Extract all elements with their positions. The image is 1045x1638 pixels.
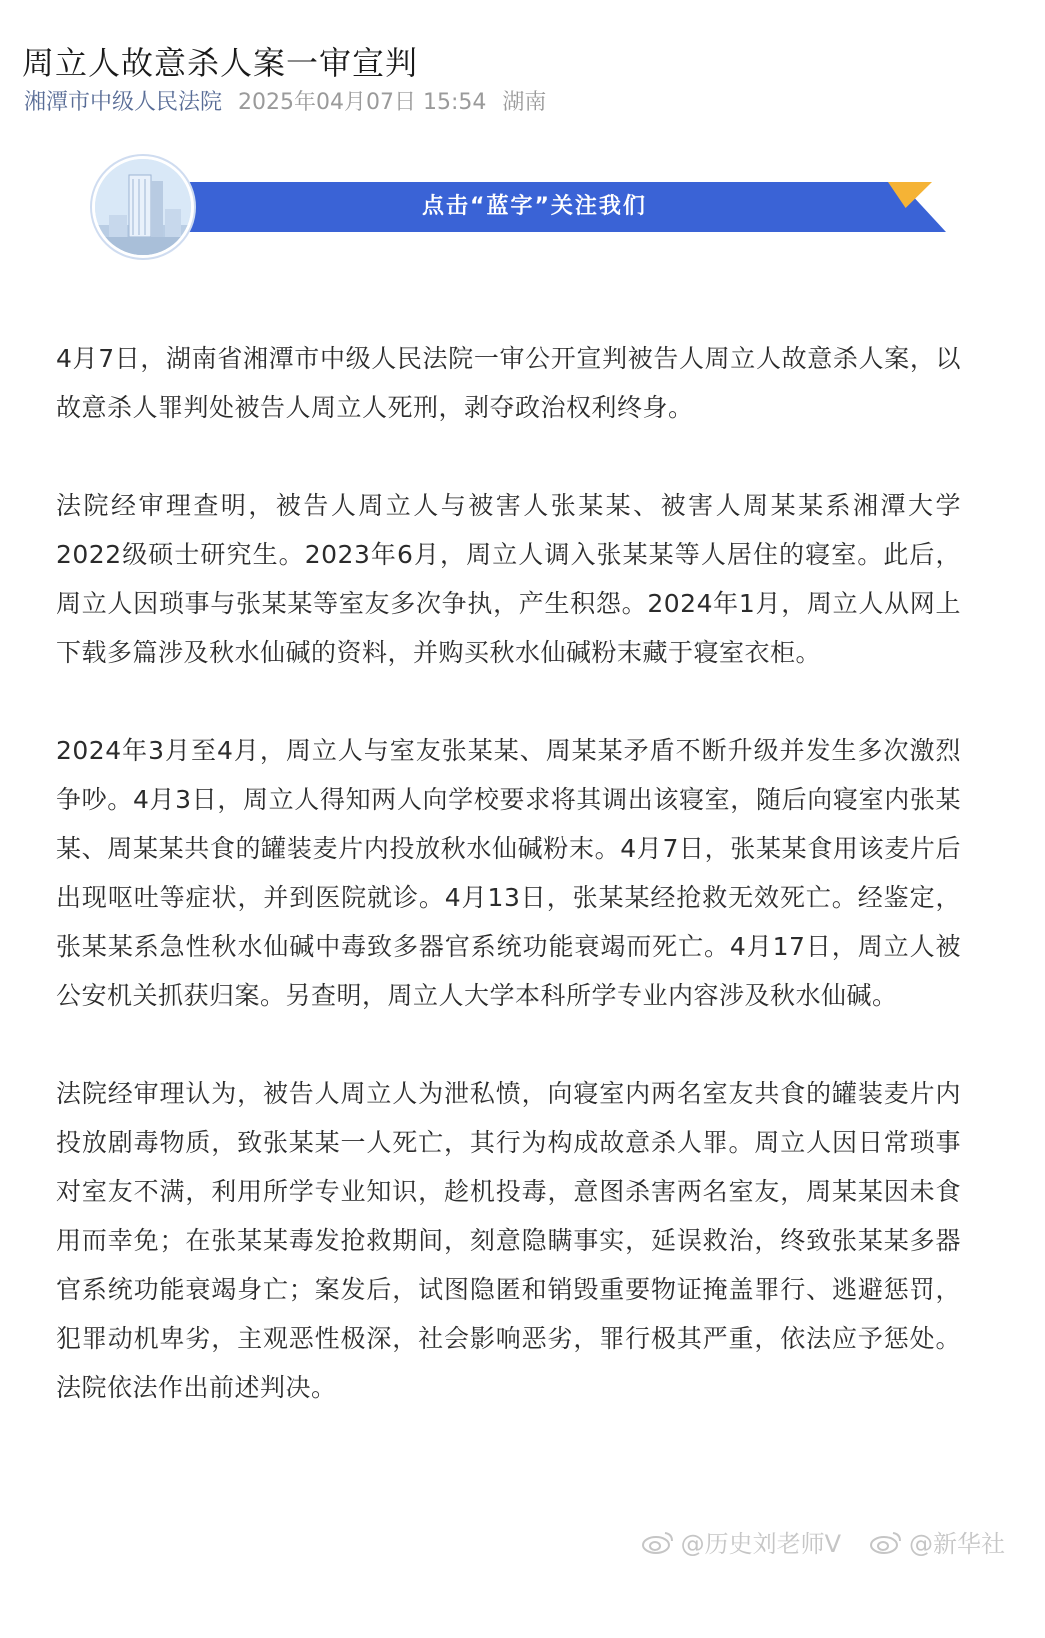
weibo-icon — [641, 1529, 675, 1555]
author-link[interactable]: 湘潭市中级人民法院 — [24, 89, 223, 115]
paragraph-verdict: 4月7日，湖南省湘潭市中级人民法院一审公开宣判被告人周立人故意杀人案，以故意杀人罪判处被告人周立人死刑，剥夺政治权利终身。 — [56, 344, 961, 422]
paragraph-facts: 法院经审理查明，被告人周立人与被害人张某某、被害人周某某系湘潭大学2022级硕士研究生。2023年6月，周立人调入张某某等人居住的寝室。此后，周立人因琐事与张某某等室友多次争执，产生积怨。2024年1月，周立人从网上下载多篇涉及秋水仙碱的资料，并购买秋水仙碱粉末藏于寝室衣柜。 — [56, 491, 961, 667]
court-building-avatar — [92, 156, 194, 258]
paragraph-ruling: 法院经审理认为，被告人周立人为泄私愤，向寝室内两名室友共食的罐装麦片内投放剧毒物质，致张某某一人死亡，其行为构成故意杀人罪。周立人因日常琐事对室友不满，利用所学专业知识，趁机投毒，意图杀害两名室友，周某某因未食用而幸免；在张某某毒发抢救期间，刻意隐瞒事实，延误救治，终致张某某多器官系统功能衰竭身亡；案发后，试图隐匿和销毁重要物证掩盖罪行、逃避惩罚，犯罪动机卑劣，主观恶性极深，社会影响恶劣，罪行极其严重，依法应予惩处。法院依法作出前述判决。 — [56, 1079, 961, 1402]
weibo-icon — [869, 1529, 903, 1555]
follow-banner[interactable] — [92, 156, 972, 266]
watermark-text: @新华社 — [909, 1530, 1005, 1558]
article-body — [56, 334, 961, 1461]
article-title: 周立人故意杀人案一审宣判 — [22, 44, 419, 83]
publish-region: 湖南 — [502, 89, 547, 115]
watermark-item — [869, 1524, 1005, 1559]
follow-us-label[interactable]: 点击“蓝字”关注我们 — [422, 194, 647, 219]
paragraph-incident: 2024年3月至4月，周立人与室友张某某、周某某矛盾不断升级并发生多次激烈争吵。4月3日，周立人得知两人向学校要求将其调出该寝室，随后向寝室内张某某、周某某共食的罐装麦片内投放秋水仙碱粉末。4月7日，张某某食用该麦片后出现呕吐等症状，并到医院就诊。4月13日，张某某经抢救无效死亡。经鉴定，张某某系急性秋水仙碱中毒致多器官系统功能衰竭而死亡。4月17日，周立人被公安机关抓获归案。另查明，周立人大学本科所学专业内容涉及秋水仙碱。 — [56, 736, 961, 1010]
watermark-row — [613, 1524, 1005, 1559]
building-icon — [95, 159, 191, 255]
watermark-text: @历史刘老师V — [680, 1530, 841, 1558]
article-meta — [24, 80, 546, 120]
publish-date: 2025年04月07日 15:54 — [238, 89, 487, 115]
watermark-item — [641, 1524, 841, 1559]
